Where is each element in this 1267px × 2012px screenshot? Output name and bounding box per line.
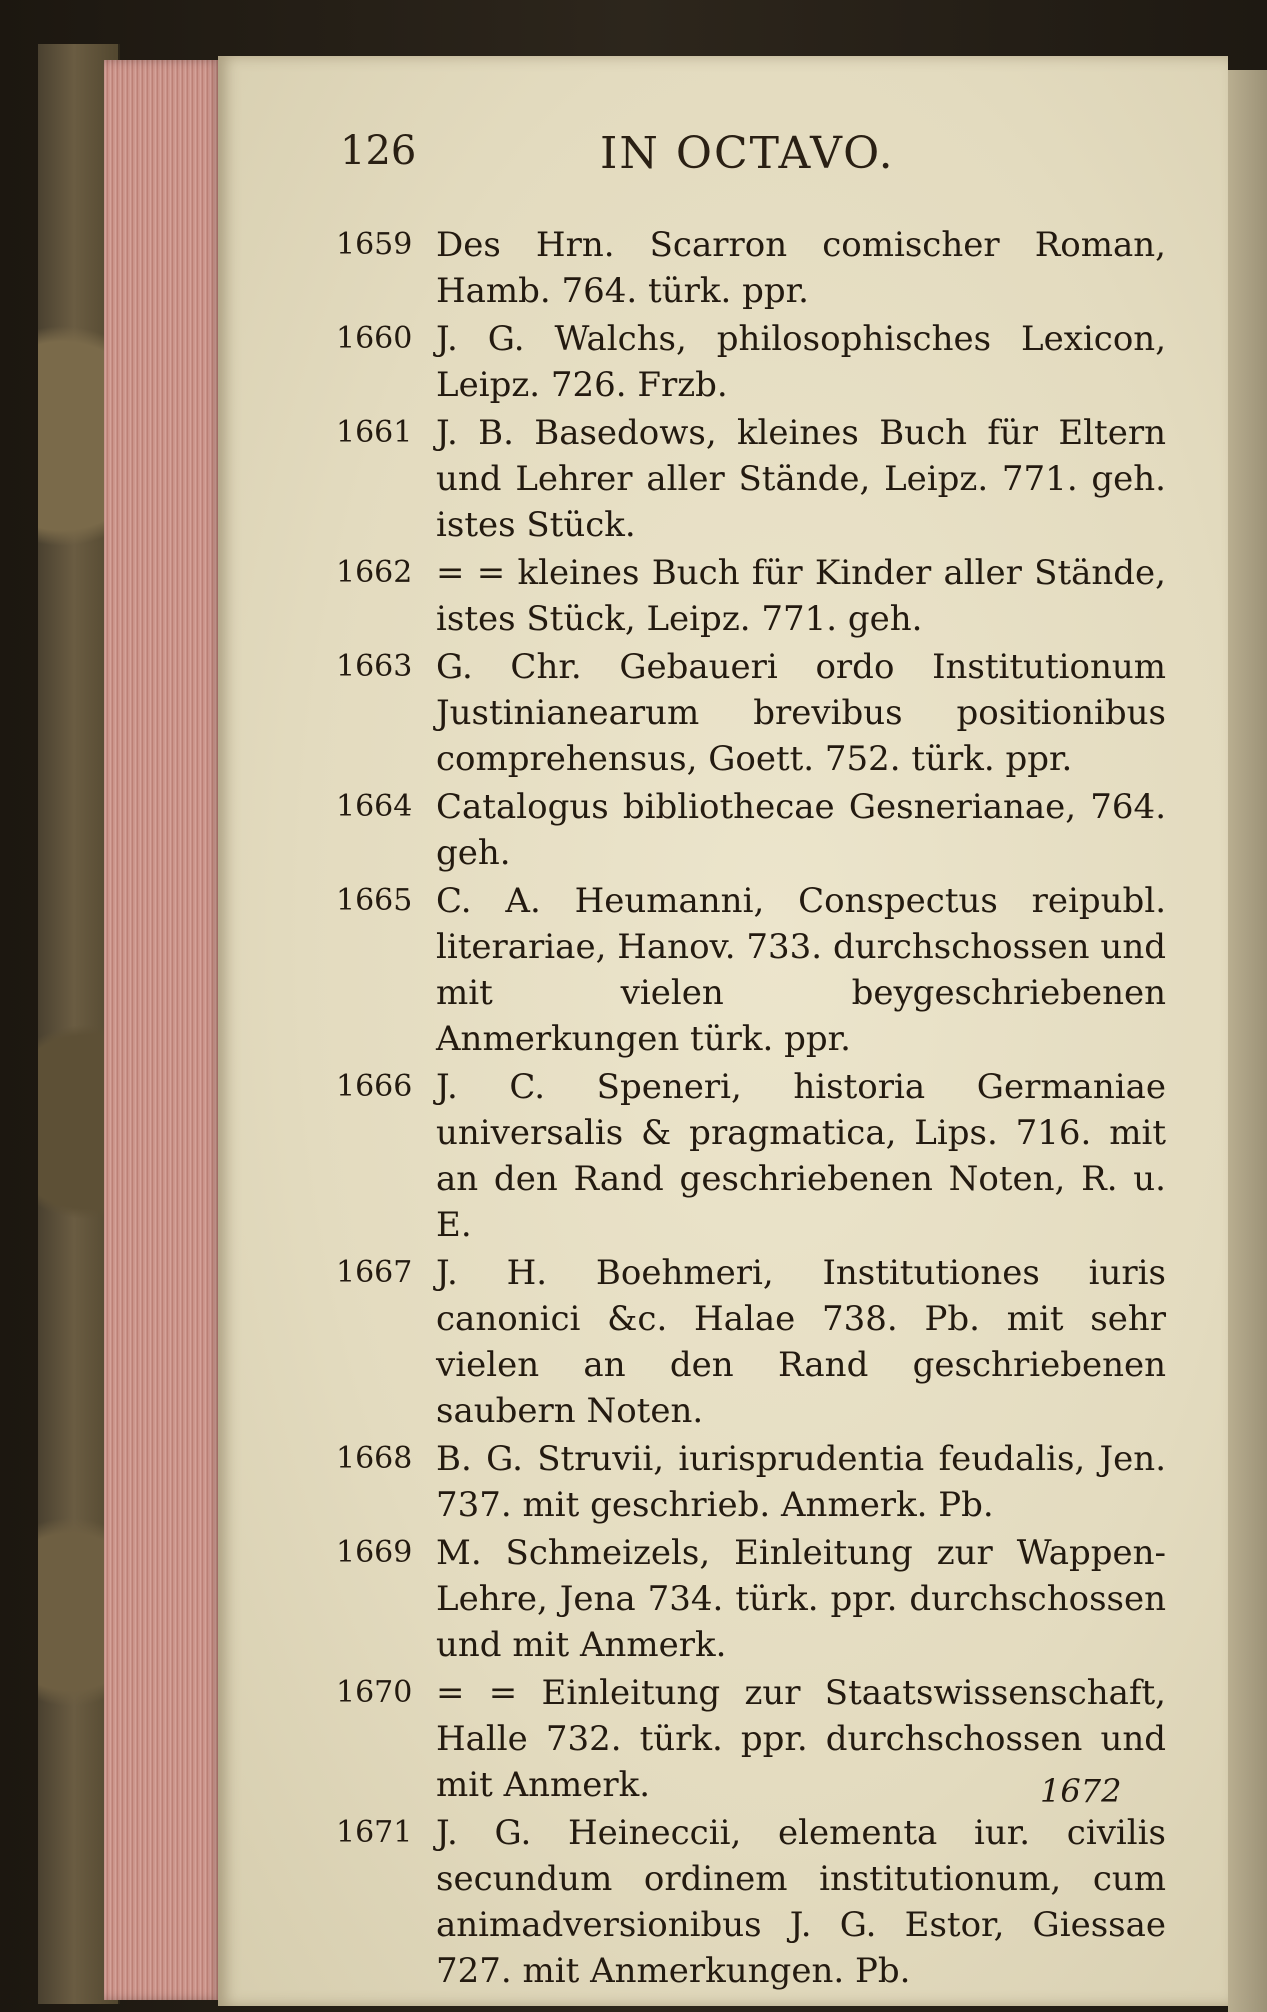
entry-number: 1662 <box>336 555 413 590</box>
catalog-entry <box>336 1250 1166 1434</box>
entry-text: J. G. Walchs, philosophisches Lexicon, Leipz. 726. Frzb. <box>436 319 1166 405</box>
entry-number: 1665 <box>336 883 413 918</box>
catalog-entry <box>336 878 1166 1062</box>
entry-text: J. G. Heineccii, elementa iur. civilis secundum ordinem institutionum, cum animadversionibus J. G. Estor, Giessae 727. mit Anmerkungen. Pb. <box>436 1813 1166 1991</box>
page-edges <box>104 60 222 2000</box>
entry-text: = = kleines Buch für Kinder aller Stände, istes Stück, Leipz. 771. geh. <box>436 553 1166 639</box>
catalog-entry <box>336 316 1166 408</box>
page-header <box>340 128 1160 188</box>
entry-text: J. C. Speneri, historia Germaniae universalis & pragmatica, Lips. 716. mit an den Rand geschriebenen Noten, R. u. E. <box>436 1067 1166 1245</box>
entry-number: 1664 <box>336 789 413 824</box>
entry-number: 1669 <box>336 1535 413 1570</box>
catchword: 1672 <box>1040 1772 1122 1810</box>
entry-number: 1661 <box>336 415 413 450</box>
entry-text: Des Hrn. Scarron comischer Roman, Hamb. 764. türk. ppr. <box>436 225 1166 311</box>
facing-leaf <box>1228 70 1267 2012</box>
entry-number: 1666 <box>336 1069 413 1104</box>
entry-text: Catalogus bibliothecae Gesnerianae, 764. geh. <box>436 787 1166 873</box>
entry-text: B. G. Struvii, iurisprudentia feudalis, Jen. 737. mit geschrieb. Anmerk. Pb. <box>436 1439 1166 1525</box>
catalog-entry <box>336 410 1166 548</box>
catalog-entry <box>336 222 1166 314</box>
entry-number: 1667 <box>336 1255 413 1290</box>
entry-text: G. Chr. Gebaueri ordo Institutionum Justinianearum brevibus positionibus comprehensus, Goett. 752. türk. ppr. <box>436 647 1166 779</box>
entry-number: 1660 <box>336 321 413 356</box>
page-number: 126 <box>340 128 417 174</box>
catalog-entry <box>336 1810 1166 1994</box>
entry-text: C. A. Heumanni, Conspectus reipubl. literariae, Hanov. 733. durchschossen und mit vielen beygeschriebenen Anmerkungen türk. ppr. <box>436 881 1166 1059</box>
entry-number: 1671 <box>336 1815 413 1850</box>
entry-number: 1670 <box>336 1675 413 1710</box>
catalog-entries <box>336 222 1166 1996</box>
catalog-entry <box>336 1436 1166 1528</box>
entry-text: J. B. Basedows, kleines Buch für Eltern und Lehrer aller Stände, Leipz. 771. geh. istes Stück. <box>436 413 1166 545</box>
entry-text: M. Schmeizels, Einleitung zur Wappen-Lehre, Jena 734. türk. ppr. durchschossen und mit Anmerk. <box>436 1533 1166 1665</box>
catalog-entry <box>336 784 1166 876</box>
catalog-entry <box>336 550 1166 642</box>
catalog-entry <box>336 1064 1166 1248</box>
entry-text: J. H. Boehmeri, Institutiones iuris canonici &c. Halae 738. Pb. mit sehr vielen an den Rand geschriebenen saubern Noten. <box>436 1253 1166 1431</box>
catalog-entry <box>336 1530 1166 1668</box>
entry-number: 1659 <box>336 227 413 262</box>
entry-number: 1668 <box>336 1441 413 1476</box>
entry-text: = = Einleitung zur Staatswissenschaft, Halle 732. türk. ppr. durchschossen und mit Anmerk. <box>436 1673 1166 1805</box>
catalog-entry <box>336 644 1166 782</box>
entry-number: 1663 <box>336 649 413 684</box>
running-head: IN OCTAVO. <box>600 128 895 179</box>
